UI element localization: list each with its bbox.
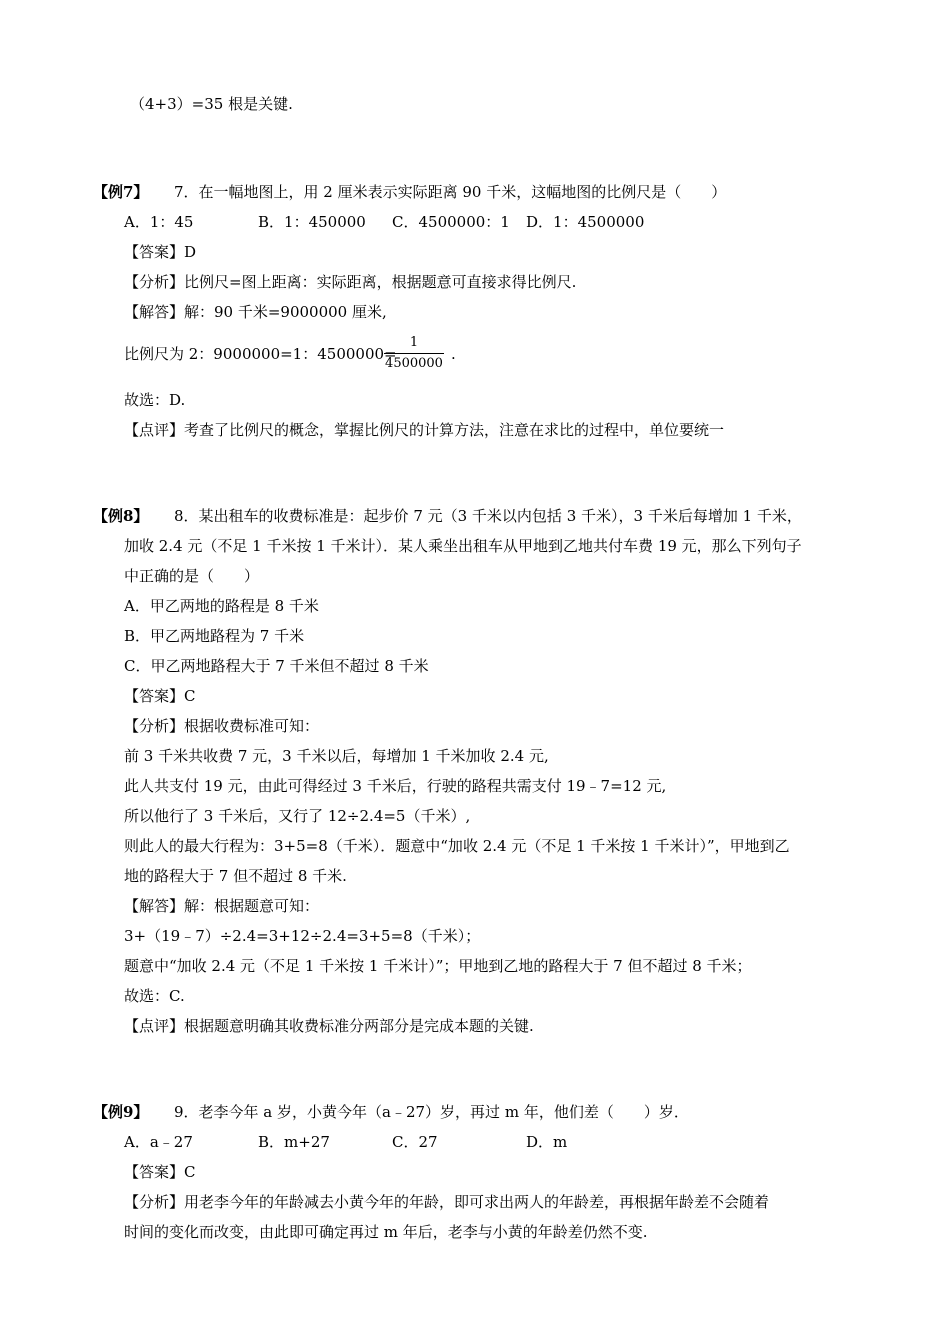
prev-solution-continuation: （4+3）=35 根是关键. [130, 95, 293, 113]
example-8-analysis-line-4: 则此人的最大行程为：3+5=8（千米）．题意中“加收 2.4 元（不足 1 千米按 1 千米计）”，甲地到乙 [124, 837, 790, 855]
example-9-answer: 【答案】C [124, 1163, 196, 1181]
example-8-question-line-1: 8．某出租车的收费标准是：起步价 7 元（3 千米以内包括 3 千米），3 千米后每增加 1 千米， [174, 507, 802, 525]
example-8-analysis-line-2: 此人共支付 19 元，由此可得经过 3 千米后，行驶的路程共需支付 19﹣7=12 元, [124, 777, 667, 795]
example-7-answer: 【答案】D [124, 243, 197, 261]
example-8-option-c: C．甲乙两地路程大于 7 千米但不超过 8 千米 [124, 657, 429, 675]
example-9-analysis-line-1: 【分析】用老李今年的年龄减去小黄今年的年龄，即可求出两人的年龄差，再根据年龄差不会随着 [124, 1193, 770, 1211]
example-8-question-line-2: 加收 2.4 元（不足 1 千米按 1 千米计）．某人乘坐出租车从甲地到乙地共付车费 19 元，那么下列句子 [124, 537, 802, 555]
example-7-option-b: B．1：450000 [258, 213, 366, 231]
example-9-option-b: B．m+27 [258, 1133, 330, 1151]
example-8-option-b: B．甲乙两地路程为 7 千米 [124, 627, 305, 645]
example-7-comment: 【点评】考查了比例尺的概念，掌握比例尺的计算方法，注意在求比的过程中，单位要统一 [124, 421, 725, 439]
example-8-choice: 故选：C. [124, 987, 185, 1005]
example-8-analysis: 【分析】根据收费标准可知： [124, 717, 320, 735]
example-9-question: 9．老李今年 a 岁，小黄今年（a﹣27）岁，再过 m 年，他们差（ ）岁． [174, 1103, 689, 1121]
example-8-analysis-line-3: 所以他行了 3 千米后，又行了 12÷2.4=5（千米）, [124, 807, 471, 825]
example-8-question-line-3: 中正确的是（ ） [124, 567, 260, 585]
example-8-analysis-line-1: 前 3 千米共收费 7 元，3 千米以后，每增加 1 千米加收 2.4 元, [124, 747, 549, 765]
example-7-question: 7．在一幅地图上，用 2 厘米表示实际距离 90 千米，这幅地图的比例尺是（ ） [174, 183, 727, 201]
example-7-fraction [383, 335, 445, 372]
example-8-solution-line-1: 3+（19﹣7）÷2.4=3+12÷2.4=3+5=8（千米）； [124, 927, 481, 945]
example-7-analysis: 【分析】比例尺=图上距离：实际距离，根据题意可直接求得比例尺. [124, 273, 577, 291]
fraction-denominator: 4500000 [385, 356, 443, 371]
example-8-answer: 【答案】C [124, 687, 196, 705]
example-7-solution: 【解答】解：90 千米=9000000 厘米, [124, 303, 387, 321]
example-7-choice: 故选：D. [124, 391, 186, 409]
example-8-solution: 【解答】解：根据题意可知： [124, 897, 320, 915]
example-9-option-a: A．a﹣27 [124, 1133, 193, 1151]
example-8-analysis-line-5: 地的路程大于 7 但不超过 8 千米. [124, 867, 347, 885]
example-7-option-c: C．4500000：1 [392, 213, 510, 231]
example-7-ratio-line: 比例尺为 2：9000000=1：4500000= [124, 345, 397, 363]
example-8-label: 【例8】 [93, 507, 149, 525]
example-7-ratio-suffix: . [451, 345, 456, 363]
example-7-label: 【例7】 [93, 183, 149, 201]
fraction-numerator: 1 [409, 335, 419, 350]
example-9-option-c: C．27 [392, 1133, 438, 1151]
example-8-solution-line-2: 题意中“加收 2.4 元（不足 1 千米按 1 千米计）”；甲地到乙地的路程大于 7 但不超过 8 千米； [124, 957, 752, 975]
example-8-comment: 【点评】根据题意明确其收费标准分两部分是完成本题的关键. [124, 1017, 534, 1035]
example-8-option-a: A．甲乙两地的路程是 8 千米 [124, 597, 319, 615]
example-9-label: 【例9】 [93, 1103, 149, 1121]
example-9-analysis-line-2: 时间的变化而改变，由此即可确定再过 m 年后，老李与小黄的年龄差仍然不变. [124, 1223, 648, 1241]
example-7-option-a: A．1：45 [124, 213, 194, 231]
example-7-option-d: D．1：4500000 [526, 213, 645, 231]
example-9-option-d: D．m [526, 1133, 568, 1151]
